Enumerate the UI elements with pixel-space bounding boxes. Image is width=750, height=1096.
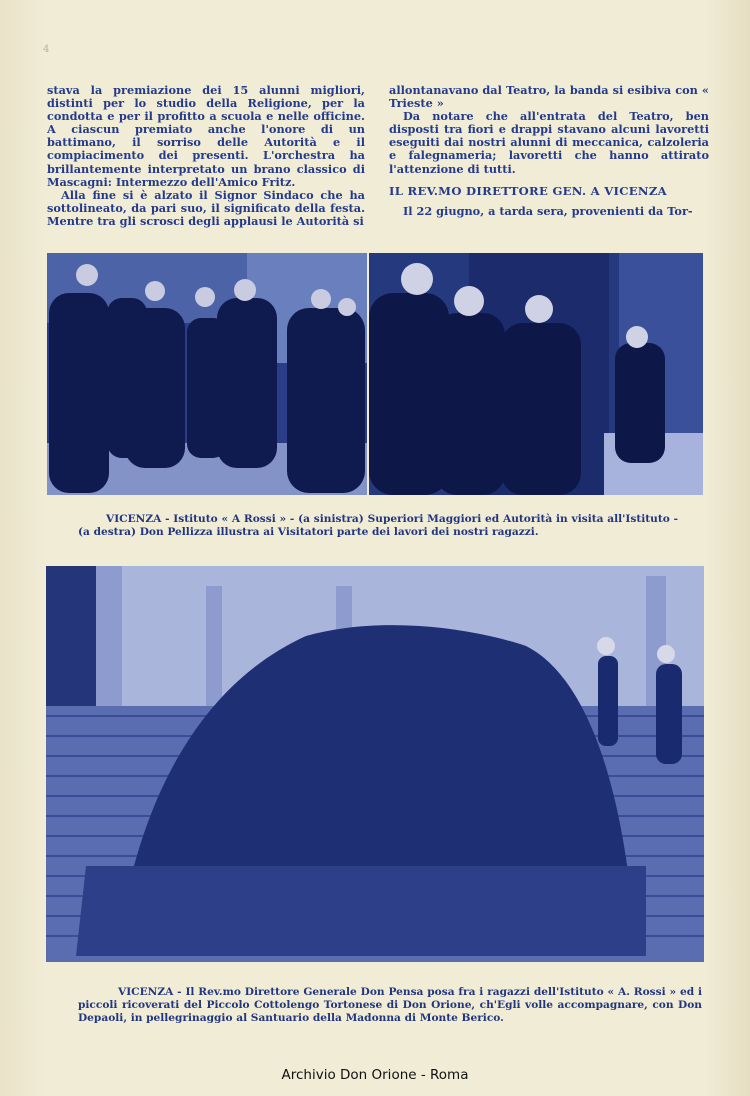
page-number: 4 xyxy=(43,44,50,55)
right-paragraph-2: Da notare che all'entrata del Teatro, ben disposti tra fiori e drappi stavano alcuni lavoretti eseguiti dai nostri alunni di meccanica, calzoleria e falegnameria; lavoretti che hanno attirato l'attenzione di tutti. xyxy=(389,109,709,176)
right-paragraph-1: allontanavano dal Teatro, la banda si esibiva con « Trieste » xyxy=(389,83,709,111)
left-paragraph-1: stava la premiazione dei 15 alunni migliori, distinti per lo studio della Religione, per la condotta e per il profitto a scuola e nelle officine. A ciascun premiato anche l'onore di un battimano, il sorriso delle Autorità e il compiacimento dei presenti. L'orchestra ha brillantemente interpretato un brano classico di Mascagni: Intermezzo dell'Amico Fritz. xyxy=(47,83,365,189)
right-paragraph-3: Il 22 giugno, a tarda sera, provenienti da Tor- xyxy=(403,203,693,218)
caption-top-photos: VICENZA - Istituto « A Rossi » - (a sinistra) Superiori Maggiori ed Autorità in visita all'Istituto - (a destra) Don Pellizza illustra ai Visitatori parte dei lavori dei nostri ragazzi. xyxy=(78,513,678,538)
photo-authorities-visit xyxy=(47,253,367,495)
section-heading: IL REV.MO DIRETTORE GEN. A VICENZA xyxy=(389,183,667,198)
caption-group-photo: VICENZA - Il Rev.mo Direttore Generale Don Pensa posa fra i ragazzi dell'Istituto « A. Rossi » ed i piccoli ricoverati del Piccolo Cottolengo Tortonese di Don Orione, ch'Egli volle accompagnare, con Don Depaoli, in pellegrinaggio al Santuario della Madonna di Monte Berico. xyxy=(78,986,702,1024)
photo-group-on-steps xyxy=(46,566,704,962)
photo-don-pellizza xyxy=(369,253,703,495)
archive-watermark: Archivio Don Orione - Roma xyxy=(281,1067,469,1083)
left-text-column xyxy=(47,84,365,228)
left-paragraph-2: Alla fine si è alzato il Signor Sindaco che ha sottolineato, da pari suo, il significato della festa. Mentre tra gli scrosci degli applausi le Autorità si xyxy=(47,187,365,228)
right-text-column xyxy=(389,84,709,218)
